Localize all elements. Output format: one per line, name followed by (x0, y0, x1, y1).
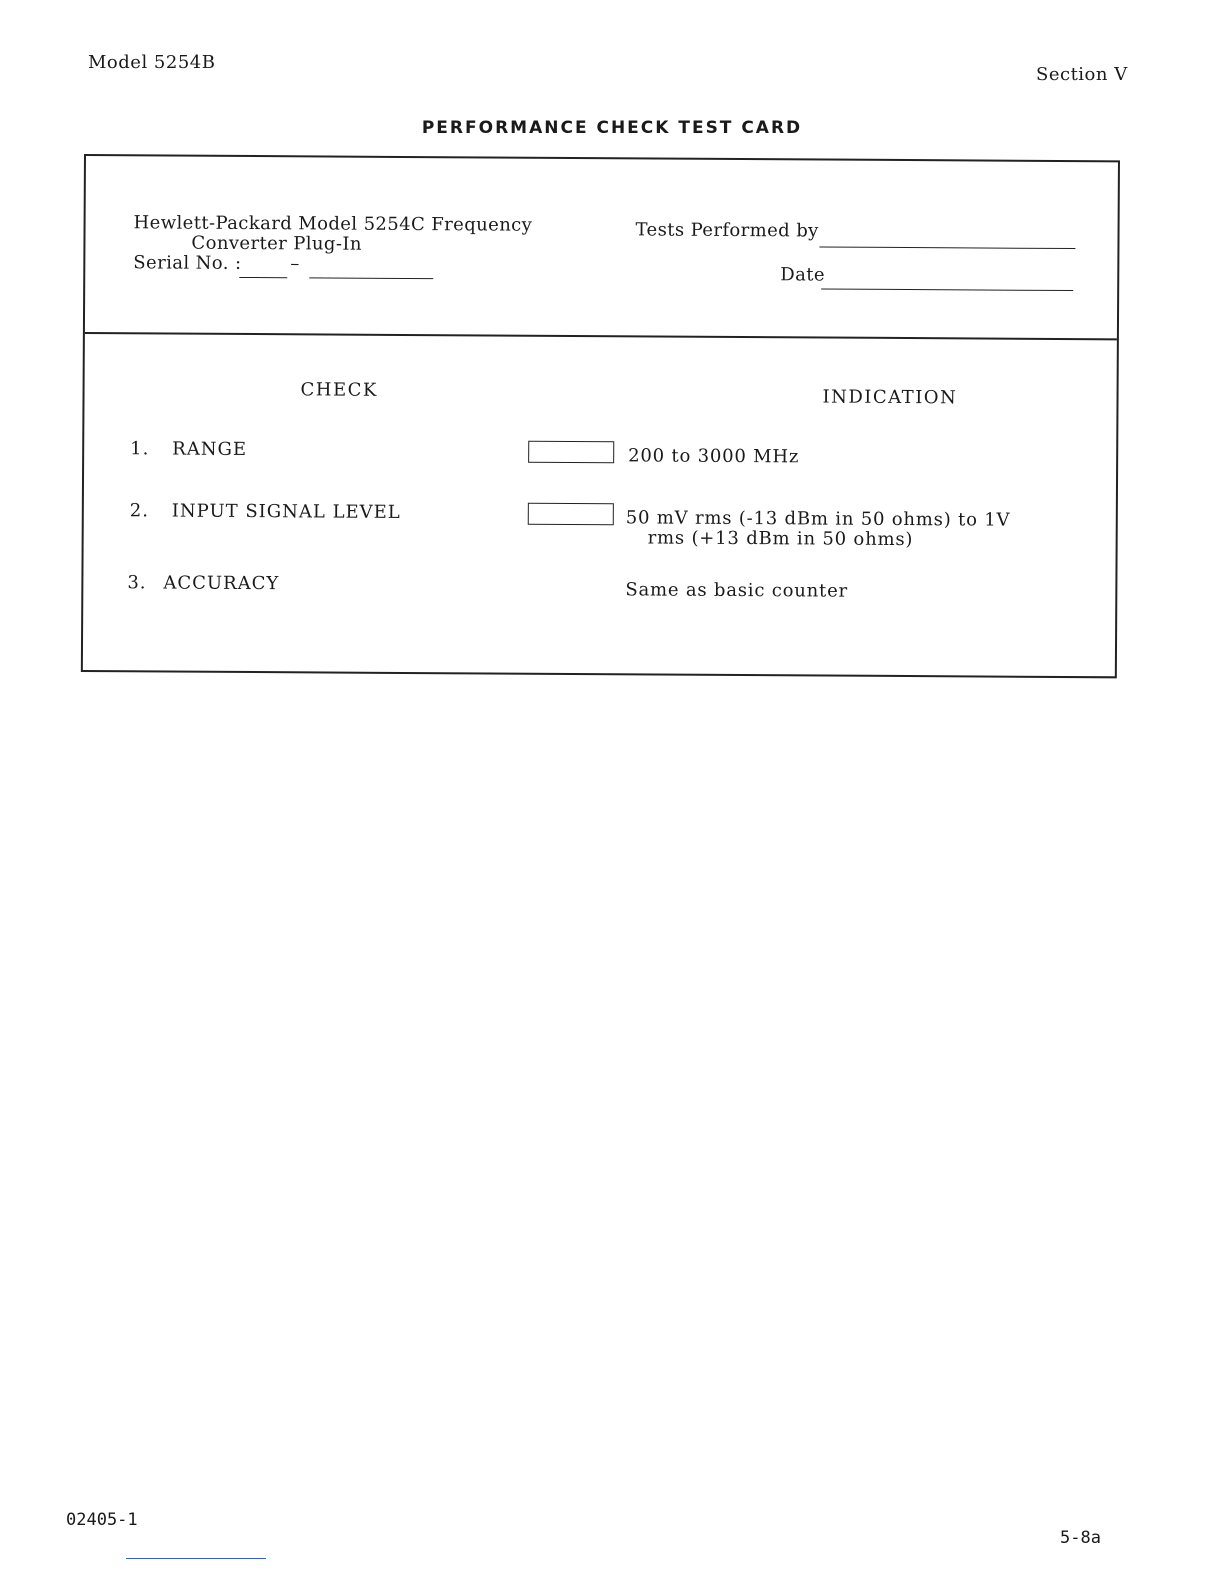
indication-input-signal-level: 50 mV rms (-13 dBm in 50 ohms) to 1V (625, 507, 1011, 531)
indication-range: 200 to 3000 MHz (628, 445, 800, 468)
range-checkbox[interactable] (528, 441, 614, 464)
serial-suffix-field[interactable] (309, 277, 433, 279)
tests-performed-label: Tests Performed by (635, 219, 819, 242)
section-header: Section V (1036, 64, 1128, 85)
serial-separator: – (290, 253, 300, 275)
card-divider (85, 332, 1117, 340)
serial-label: Serial No. : (133, 252, 242, 274)
check-item-accuracy: ACCURACY (163, 572, 280, 595)
date-label: Date (780, 264, 825, 286)
footer-rule (126, 1558, 266, 1559)
indication-column-header: INDICATION (822, 386, 958, 409)
check-column-header: CHECK (300, 379, 378, 401)
indication-input-signal-level-line2: rms (+13 dBm in 50 ohms) (647, 527, 914, 551)
row-number: 2. (129, 500, 150, 522)
indication-accuracy: Same as basic counter (625, 579, 849, 602)
page-number: 5-8a (1060, 1528, 1101, 1548)
instrument-name-line1: Hewlett-Packard Model 5254C Frequency (133, 212, 533, 236)
tests-performed-field[interactable] (819, 246, 1075, 249)
serial-prefix-field[interactable] (239, 277, 287, 278)
page-title: PERFORMANCE CHECK TEST CARD (421, 118, 803, 138)
check-item-range: RANGE (172, 438, 248, 461)
date-field[interactable] (821, 289, 1073, 292)
document-number: 02405-1 (66, 1510, 138, 1530)
check-item-input-signal-level: INPUT SIGNAL LEVEL (171, 500, 401, 523)
model-header: Model 5254B (88, 52, 216, 73)
test-card (81, 154, 1120, 678)
row-number: 3. (127, 572, 147, 594)
instrument-name-line2: Converter Plug-In (191, 232, 362, 255)
row-number: 1. (130, 438, 150, 460)
input-signal-level-checkbox[interactable] (528, 503, 614, 526)
